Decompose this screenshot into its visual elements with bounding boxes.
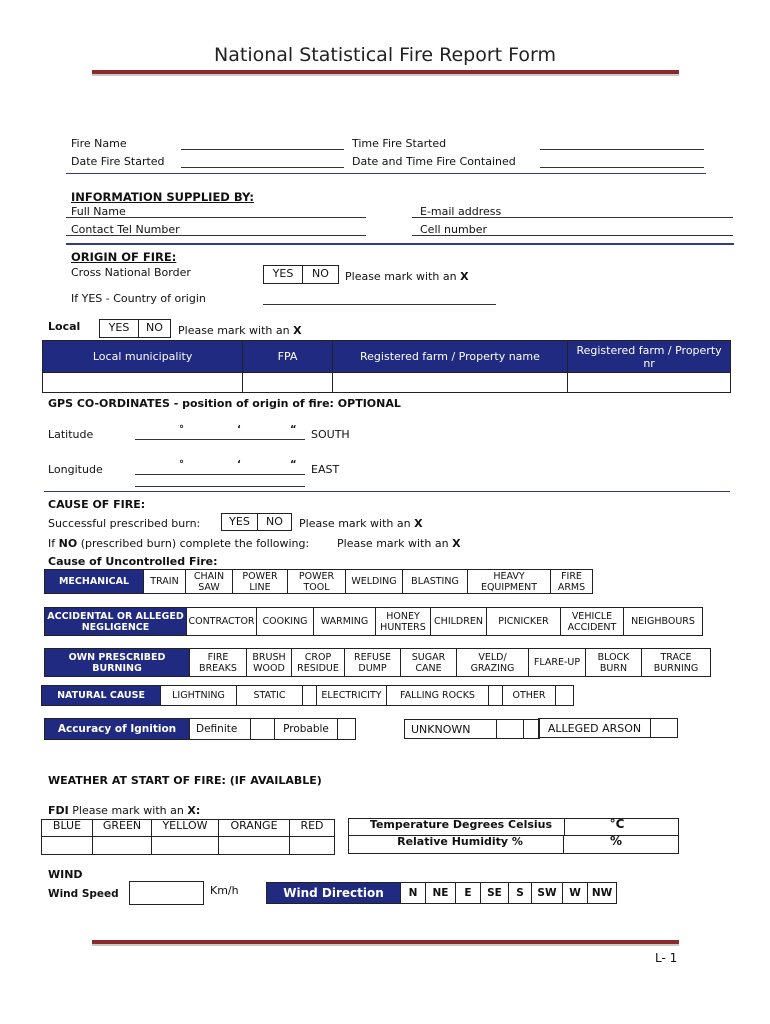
fire-name-label: Fire Name — [71, 137, 127, 150]
prescribed-yes[interactable]: YES — [221, 513, 258, 531]
temp-field[interactable] — [564, 816, 677, 836]
wind-speed-field[interactable] — [129, 881, 204, 905]
accuracy-row — [44, 718, 356, 740]
contained-field[interactable] — [540, 155, 704, 168]
arson-row — [538, 718, 678, 738]
wind-speed-label: Wind Speed — [48, 888, 119, 900]
fpa-header: FPA — [243, 341, 333, 373]
info-heading: INFORMATION SUPPLIED BY: — [71, 190, 254, 204]
cause-option[interactable]: TRAIN — [143, 570, 185, 593]
longitude-field[interactable] — [135, 462, 305, 475]
cause-checkbox[interactable] — [488, 686, 502, 705]
deg-symbol: ° — [179, 424, 184, 435]
south-label: SOUTH — [311, 428, 350, 441]
local-label: Local — [48, 320, 81, 333]
fire-name-field[interactable] — [181, 137, 344, 150]
humidity-row — [349, 836, 678, 853]
cause-option[interactable]: BRUSH WOOD — [246, 649, 291, 676]
longitude-label: Longitude — [48, 463, 103, 476]
farm-name-cell[interactable] — [332, 373, 567, 393]
page-number: L- 1 — [655, 951, 678, 965]
cause-option[interactable]: VELD/ GRAZING — [456, 649, 528, 676]
cause-option[interactable]: NEIGHBOURS — [623, 608, 702, 635]
cause-option[interactable]: PICNICKER — [486, 608, 560, 635]
cause-option[interactable]: FIRE ARMS — [550, 570, 592, 593]
temp-humidity-grid — [348, 818, 679, 854]
cause-option[interactable]: LIGHTNING — [160, 686, 236, 705]
wind-dir-option[interactable]: S — [508, 883, 531, 903]
cause-option[interactable]: STATIC — [236, 686, 302, 705]
time-started-field[interactable] — [540, 137, 704, 150]
cross-border-yes[interactable]: YES — [263, 265, 303, 284]
local-yes[interactable]: YES — [99, 319, 139, 338]
natural-label: NATURAL CAUSE — [42, 686, 160, 705]
cause-option[interactable]: WELDING — [345, 570, 402, 593]
wind-dir-option[interactable]: NE — [425, 883, 455, 903]
contained-label: Date and Time Fire Contained — [352, 155, 516, 168]
temp-unit: °C — [609, 816, 625, 831]
weather-heading: WEATHER AT START OF FIRE: (IF AVAILABLE) — [48, 774, 322, 787]
sec-symbol: “ — [290, 459, 297, 470]
unknown-option[interactable]: UNKNOWN — [411, 722, 471, 736]
wind-direction-row — [266, 882, 617, 904]
cause-option[interactable]: TRACE BURNING — [641, 649, 710, 676]
mark-instruction: Please mark with an X — [299, 517, 423, 530]
min-symbol: ‘ — [237, 459, 241, 470]
unknown-checkbox[interactable] — [496, 720, 523, 738]
fdi-option[interactable]: GREEN — [92, 820, 151, 837]
probable-option[interactable]: Probable — [274, 719, 337, 739]
probable-checkbox[interactable] — [337, 719, 355, 739]
date-started-label: Date Fire Started — [71, 155, 165, 168]
temp-label: Temperature Degrees Celsius — [369, 817, 553, 831]
cause-checkbox[interactable] — [555, 686, 573, 705]
own-burning-row — [44, 648, 711, 677]
wind-dir-option[interactable]: SW — [531, 883, 562, 903]
cause-option[interactable]: BLASTING — [402, 570, 467, 593]
cause-option[interactable]: ELECTRICITY — [316, 686, 386, 705]
fdi-options-row — [42, 820, 334, 837]
if-no-instruction: If NO (prescribed burn) complete the following: — [48, 537, 310, 550]
deg-symbol: ° — [179, 459, 184, 470]
cause-option[interactable]: REFUSE DUMP — [344, 649, 400, 676]
cause-option[interactable]: CHILDREN — [430, 608, 486, 635]
footer-rule — [92, 940, 679, 944]
fdi-option[interactable]: RED — [289, 820, 334, 837]
wind-heading: WIND — [48, 868, 83, 881]
humidity-label: Relative Humidity % — [397, 835, 523, 848]
wind-direction-label: Wind Direction — [267, 883, 400, 903]
time-started-label: Time Fire Started — [352, 137, 447, 150]
wind-dir-option[interactable]: N — [400, 883, 425, 903]
fdi-mark-cell[interactable] — [289, 837, 334, 854]
fpa-cell[interactable] — [243, 373, 333, 393]
latitude-field[interactable] — [135, 427, 305, 440]
temp-row — [349, 816, 678, 836]
full-name-field[interactable] — [66, 205, 366, 218]
date-started-field[interactable] — [181, 155, 344, 168]
fdi-mark-row — [42, 837, 334, 854]
prescribed-label: Successful prescribed burn: — [48, 517, 201, 530]
tel-label: Contact Tel Number — [71, 223, 180, 236]
wind-speed-unit: Km/h — [210, 884, 239, 897]
mark-instruction: Please mark with an X — [337, 537, 461, 550]
cause-heading: CAUSE OF FIRE: — [48, 498, 146, 511]
mark-instruction: Please mark with an X — [178, 324, 302, 337]
email-label: E-mail address — [420, 205, 502, 218]
cause-option[interactable]: HONEY HUNTERS — [375, 608, 430, 635]
unknown-checkbox[interactable] — [523, 720, 539, 738]
accuracy-label: Accuracy of Ignition — [45, 719, 189, 739]
humidity-unit: % — [609, 834, 623, 848]
cause-option[interactable]: POWER LINE — [232, 570, 287, 593]
divider — [66, 173, 706, 174]
east-label: EAST — [311, 463, 340, 476]
cause-checkbox[interactable] — [302, 686, 316, 705]
arson-checkbox[interactable] — [650, 719, 677, 737]
farm-nr-cell[interactable] — [568, 373, 731, 393]
cause-option[interactable]: CROP RESIDUE — [291, 649, 344, 676]
fdi-option[interactable]: BLUE — [52, 818, 82, 832]
latitude-label: Latitude — [48, 428, 94, 441]
mark-instruction: Please mark with an X — [345, 270, 469, 283]
divider — [44, 491, 730, 492]
cause-option[interactable]: CHAIN SAW — [185, 570, 232, 593]
cell-field[interactable] — [412, 223, 733, 236]
humidity-field[interactable] — [563, 836, 678, 853]
page-title: National Statistical Fire Report Form — [214, 44, 556, 66]
own-burning-label: OWN PRESCRIBED BURNING — [45, 649, 189, 676]
cause-option[interactable]: BLOCK BURN — [585, 649, 641, 676]
unknown-row — [404, 719, 540, 739]
mechanical-row — [44, 569, 593, 594]
fdi-option[interactable]: ORANGE — [218, 820, 289, 837]
accidental-label: ACCIDENTAL OR ALLEGED NEGLIGENCE — [45, 608, 186, 635]
cause-option[interactable]: SUGAR CANE — [400, 649, 456, 676]
local-no[interactable]: NO — [138, 319, 171, 338]
local-table — [42, 340, 731, 393]
farm-name-header: Registered farm / Property name — [332, 341, 567, 373]
divider — [66, 243, 734, 245]
cause-option[interactable]: OTHER — [502, 686, 555, 705]
gps-heading: GPS CO-ORDINATES - position of origin of fire: OPTIONAL — [48, 397, 401, 410]
min-symbol: ‘ — [237, 424, 241, 435]
fdi-mark-cell[interactable] — [42, 837, 92, 854]
cause-option[interactable]: COOKING — [256, 608, 313, 635]
fdi-option[interactable]: YELLOW — [151, 820, 218, 837]
definite-checkbox[interactable] — [250, 719, 274, 739]
natural-row — [41, 685, 574, 706]
email-field[interactable] — [412, 205, 733, 218]
cause-option[interactable]: VEHICLE ACCIDENT — [560, 608, 623, 635]
country-field[interactable] — [263, 292, 496, 305]
cell-label: Cell number — [420, 223, 487, 236]
farm-nr-header: Registered farm / Property nr — [568, 341, 731, 373]
cross-border-label: Cross National Border — [71, 266, 191, 279]
cause-option[interactable]: FLARE-UP — [528, 649, 585, 676]
fdi-mark-cell[interactable] — [92, 837, 151, 854]
fdi-grid — [41, 819, 335, 855]
cross-border-no[interactable]: NO — [302, 265, 339, 284]
country-label: If YES - Country of origin — [71, 292, 206, 305]
sec-symbol: “ — [290, 424, 297, 435]
accidental-row — [44, 607, 703, 636]
cause-option[interactable]: HEAVY EQUIPMENT — [467, 570, 550, 593]
arson-option[interactable]: ALLEGED ARSON — [547, 721, 642, 735]
prescribed-no[interactable]: NO — [257, 513, 292, 531]
cause-option[interactable]: POWER TOOL — [287, 570, 345, 593]
cause-option[interactable]: FALLING ROCKS — [386, 686, 488, 705]
wind-dir-option[interactable]: E — [455, 883, 480, 903]
uncontrolled-heading: Cause of Uncontrolled Fire: — [48, 555, 218, 568]
cause-option[interactable]: CONTRACTOR — [186, 608, 256, 635]
full-name-label: Full Name — [71, 205, 126, 218]
local-municipality-cell[interactable] — [43, 373, 243, 393]
local-municipality-header: Local municipality — [43, 341, 243, 373]
title-rule — [92, 70, 679, 74]
origin-heading: ORIGIN OF FIRE: — [71, 250, 177, 264]
cause-option[interactable]: FIRE BREAKS — [189, 649, 246, 676]
tel-field[interactable] — [66, 223, 366, 236]
fdi-mark-cell[interactable] — [151, 837, 218, 854]
fdi-mark-cell[interactable] — [218, 837, 289, 854]
wind-dir-option[interactable]: SE — [480, 883, 508, 903]
definite-option[interactable]: Definite — [189, 719, 250, 739]
wind-dir-option[interactable]: W — [562, 883, 587, 903]
fdi-label: FDI Please mark with an X: — [48, 804, 201, 817]
cause-option[interactable]: WARMING — [313, 608, 375, 635]
wind-dir-option[interactable]: NW — [587, 883, 616, 903]
mechanical-label: MECHANICAL — [45, 570, 143, 593]
divider — [135, 486, 305, 487]
